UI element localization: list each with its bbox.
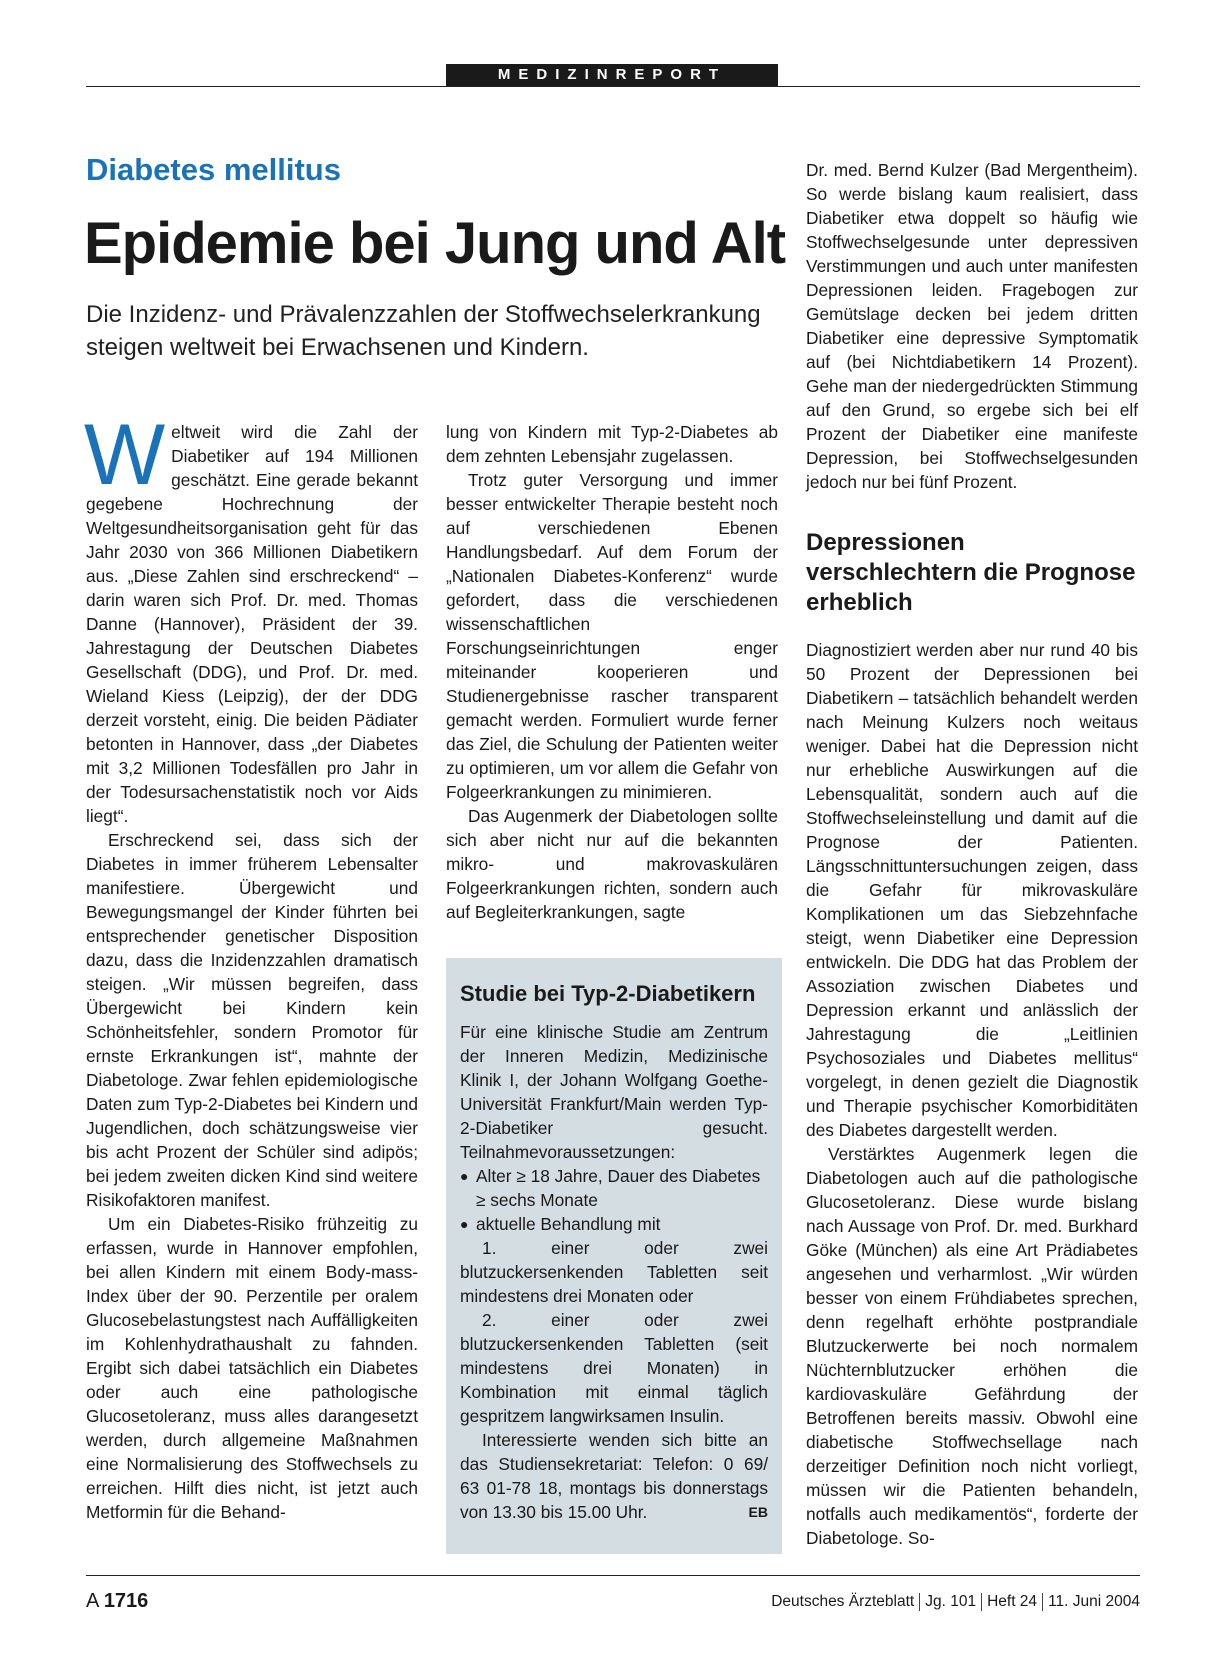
criteria-list — [460, 1164, 768, 1236]
paragraph: Weltweit wird die Zahl der Diabetiker auf 194 Millionen geschätzt. Eine gerade bekannt gegebene Hochrechnung der Weltgesundheitsorganisation geht für das Jahr 2030 von 366 Millionen Diabetikern aus. „Diese Zahlen sind erschreckend“ – darin waren sich Prof. Dr. med. Thomas Danne (Hannover), Präsident der 39. Jahrestagung der Deutschen Diabetes Gesellschaft (DDG), und Prof. Dr. med. Wieland Kiess (Leipzig), der der DDG derzeit vorsteht, einig. Die beiden Pädiater betonten in Hannover, dass „der Diabetes mit 3,2 Millionen Todesfällen pro Jahr in der Todesursachenstatistik noch vor Aids liegt“. — [84, 407, 418, 826]
criteria-sub-2: 2. einer oder zwei blutzuckersenkenden Tabletten (seit mindestens drei Monaten) in Kombination mit einmal täglich gespritzem langwirksamen Insulin. — [460, 1310, 768, 1426]
column-3 — [806, 158, 1138, 1550]
info-box-intro: Für eine klinische Studie am Zentrum der Inneren Medizin, Medizinische Klinik I, der Johann Wolfgang Goethe-Universität Frankfurt/Main werden Typ-2-Diabetiker gesucht. Teilnahmevoraussetzungen: — [460, 1022, 768, 1162]
author-signature: EB — [748, 1504, 768, 1520]
list-item: ● Alter ≥ 18 Jahre, Dauer des Diabetes ≥ sechs Monate — [460, 1164, 768, 1212]
paragraph: Dr. med. Bernd Kulzer (Bad Mergentheim). So werde bislang kaum realisiert, dass Diabetiker etwa doppelt so häufig wie Stoffwechselgesunde unter depressiven Verstimmungen und auch unter manifesten Depressionen leiden. Fragebogen zur Gemütslage decken bei jedem dritten Diabetiker eine depressive Symptomatik auf (bei Nichtdiabetikern 14 Prozent). Gehe man der niedergedrückten Stimmung auf den Grund, so ergebe sich bei elf Prozent der Diabetiker eine manifeste Depression, bei Stoffwechselgesunden jedoch nur bei fünf Prozent. — [806, 160, 1138, 492]
column-2 — [446, 420, 778, 924]
bottom-rule — [86, 1575, 1140, 1576]
journal-issue: Heft 24 — [987, 1593, 1038, 1611]
column-1 — [84, 407, 418, 1524]
paragraph: Verstärktes Augenmerk legen die Diabetologen auch auf die pathologische Glucosetoleranz. Diese wurde bislang nach Aussage von Prof. Dr. med. Burkhard Göke (München) als eine Art Prädiabetes angesehen und verharmlost. „Wir würden besser von einem Frühdiabetes sprechen, denn regelhaft erhöhte postprandiale Blutzuckerwerte bei noch normalem Nüchternblutzucker erhöhen die kardiovaskuläre Gefährdung der Betroffenen bereits massiv. Obwohl eine diabetische Stoffwechsellage nach derzeitiger Definition noch nicht vorliegt, müssen wir die Patienten behandeln, notfalls auch medikamentös“, forderte der Diabetologe. So- — [806, 1144, 1138, 1548]
paragraph: Erschreckend sei, dass sich der Diabetes in immer früherem Lebensalter manifestiere. Übergewicht und Bewegungsmangel der Kinder führten bei entsprechender genetischer Disposition dazu, dass die Inzidenzzahlen dramatisch steigen. „Wir müssen begreifen, dass Übergewicht bei Kindern kein Schönheitsfehler, sondern Promotor für ernste Erkrankungen ist“, mahnte der Diabetologe. Zwar fehlen epidemiologische Daten zum Typ-2-Diabetes bei Kindern und Jugendlichen, doch schätzungsweise vier bis acht Prozent der Schüler sind adipös; bei jedem zweiten dicken Kind sind weitere Risikofaktoren manifest. — [86, 830, 418, 1210]
paragraph: lung von Kindern mit Typ-2-Diabetes ab dem zehnten Lebensjahr zugelassen. — [446, 422, 778, 466]
paragraph: Um ein Diabetes-Risiko frühzeitig zu erfassen, wurde in Hannover empfohlen, bei allen Kindern mit einem Body-mass-Index über der 90. Perzentile per oralem Glucosebelastungstest nach Auffälligkeiten im Kohlenhydrathaushalt zu fahnden. Ergibt sich dabei tatsächlich ein Diabetes oder auch eine pathologische Glucosetoleranz, muss alles darangesetzt werden, durch allgemeine Maßnahmen eine Normalisierung des Stoffwechsels zu erreichen. Hilft dies nicht, ist jetzt auch Metformin für die Behand- — [86, 1214, 418, 1522]
info-box-title: Studie bei Typ-2-Diabetikern — [460, 981, 756, 1006]
top-rule — [86, 86, 1140, 87]
article-title: Epidemie bei Jung und Alt — [84, 211, 786, 276]
criteria-sub-1: 1. einer oder zwei blutzuckersenkenden Tabletten seit mindestens drei Monaten oder — [460, 1238, 768, 1306]
journal-masthead — [771, 1593, 1140, 1611]
info-box — [446, 958, 782, 1554]
paragraph: Das Augenmerk der Diabetologen sollte sich aber nicht nur auf die bekannten mikro- und makrovaskulären Folgeerkrankungen richten, sondern auch auf Begleiterkrankungen, sagte — [446, 806, 778, 922]
journal-volume: Jg. 101 — [925, 1593, 977, 1611]
journal-name: Deutsches Ärzteblatt — [771, 1593, 915, 1611]
article-subtitle: Die Inzidenz- und Prävalenzzahlen der Stoffwechselerkrankung steigen weltweit bei Erwachsenen und Kindern. — [86, 301, 761, 361]
journal-date: 11. Juni 2004 — [1048, 1593, 1140, 1611]
drop-cap: W — [84, 407, 166, 503]
subheading: Depressionen verschlechtern die Prognose erheblich — [806, 529, 1136, 616]
article-kicker: Diabetes mellitus — [86, 152, 341, 187]
paragraph: Trotz guter Versorgung und immer besser entwickelter Therapie besteht noch auf verschiedenen Ebenen Handlungsbedarf. Auf dem Forum der „Nationalen Diabetes-Konferenz“ wurde gefordert, dass die verschiedenen wissenschaftlichen Forschungseinrichtungen enger miteinander kooperieren und Studienergebnisse rascher transparent gemacht werden. Formuliert wurde ferner das Ziel, die Schulung der Patienten weiter zu optimieren, um vor allem die Gefahr von Folgeerkrankungen zu minimieren. — [446, 470, 778, 802]
page-number: A 1716 — [86, 1590, 149, 1612]
paragraph: Diagnostiziert werden aber nur rund 40 bis 50 Prozent der Depressionen bei Diabetikern – tatsächlich behandelt werden nach Meinung Kulzers noch weitaus weniger. Dabei hat die Depression nicht nur erhebliche Auswirkungen auf die Lebensqualität, sondern auch auf die Stoffwechseleinstellung und damit auf die Prognose der Patienten. Längsschnittuntersuchungen zeigen, dass die Gefahr für mikrovaskuläre Komplikationen um das Siebzehnfache steigt, wenn Diabetiker eine Depression entwickeln. Die DDG hat das Problem der Assoziation zwischen Diabetes und Depression erkannt und anlässlich der Jahrestagung die „Leitlinien Psychosoziales und Diabetes mellitus“ vorgelegt, in denen gezielt die Diagnostik und Therapie psychischer Komorbiditäten des Diabetes dargestellt werden. — [806, 640, 1138, 1140]
info-box-contact: Interessierte wenden sich bitte an das Studiensekretariat: Telefon: 0 69/ 63 01-78 18, montags bis donnerstags von 13.30 bis 15.00 Uhr. EB — [460, 1430, 768, 1522]
list-item: ● aktuelle Behandlung mit — [460, 1212, 768, 1236]
section-label: MEDIZINREPORT — [446, 64, 778, 86]
